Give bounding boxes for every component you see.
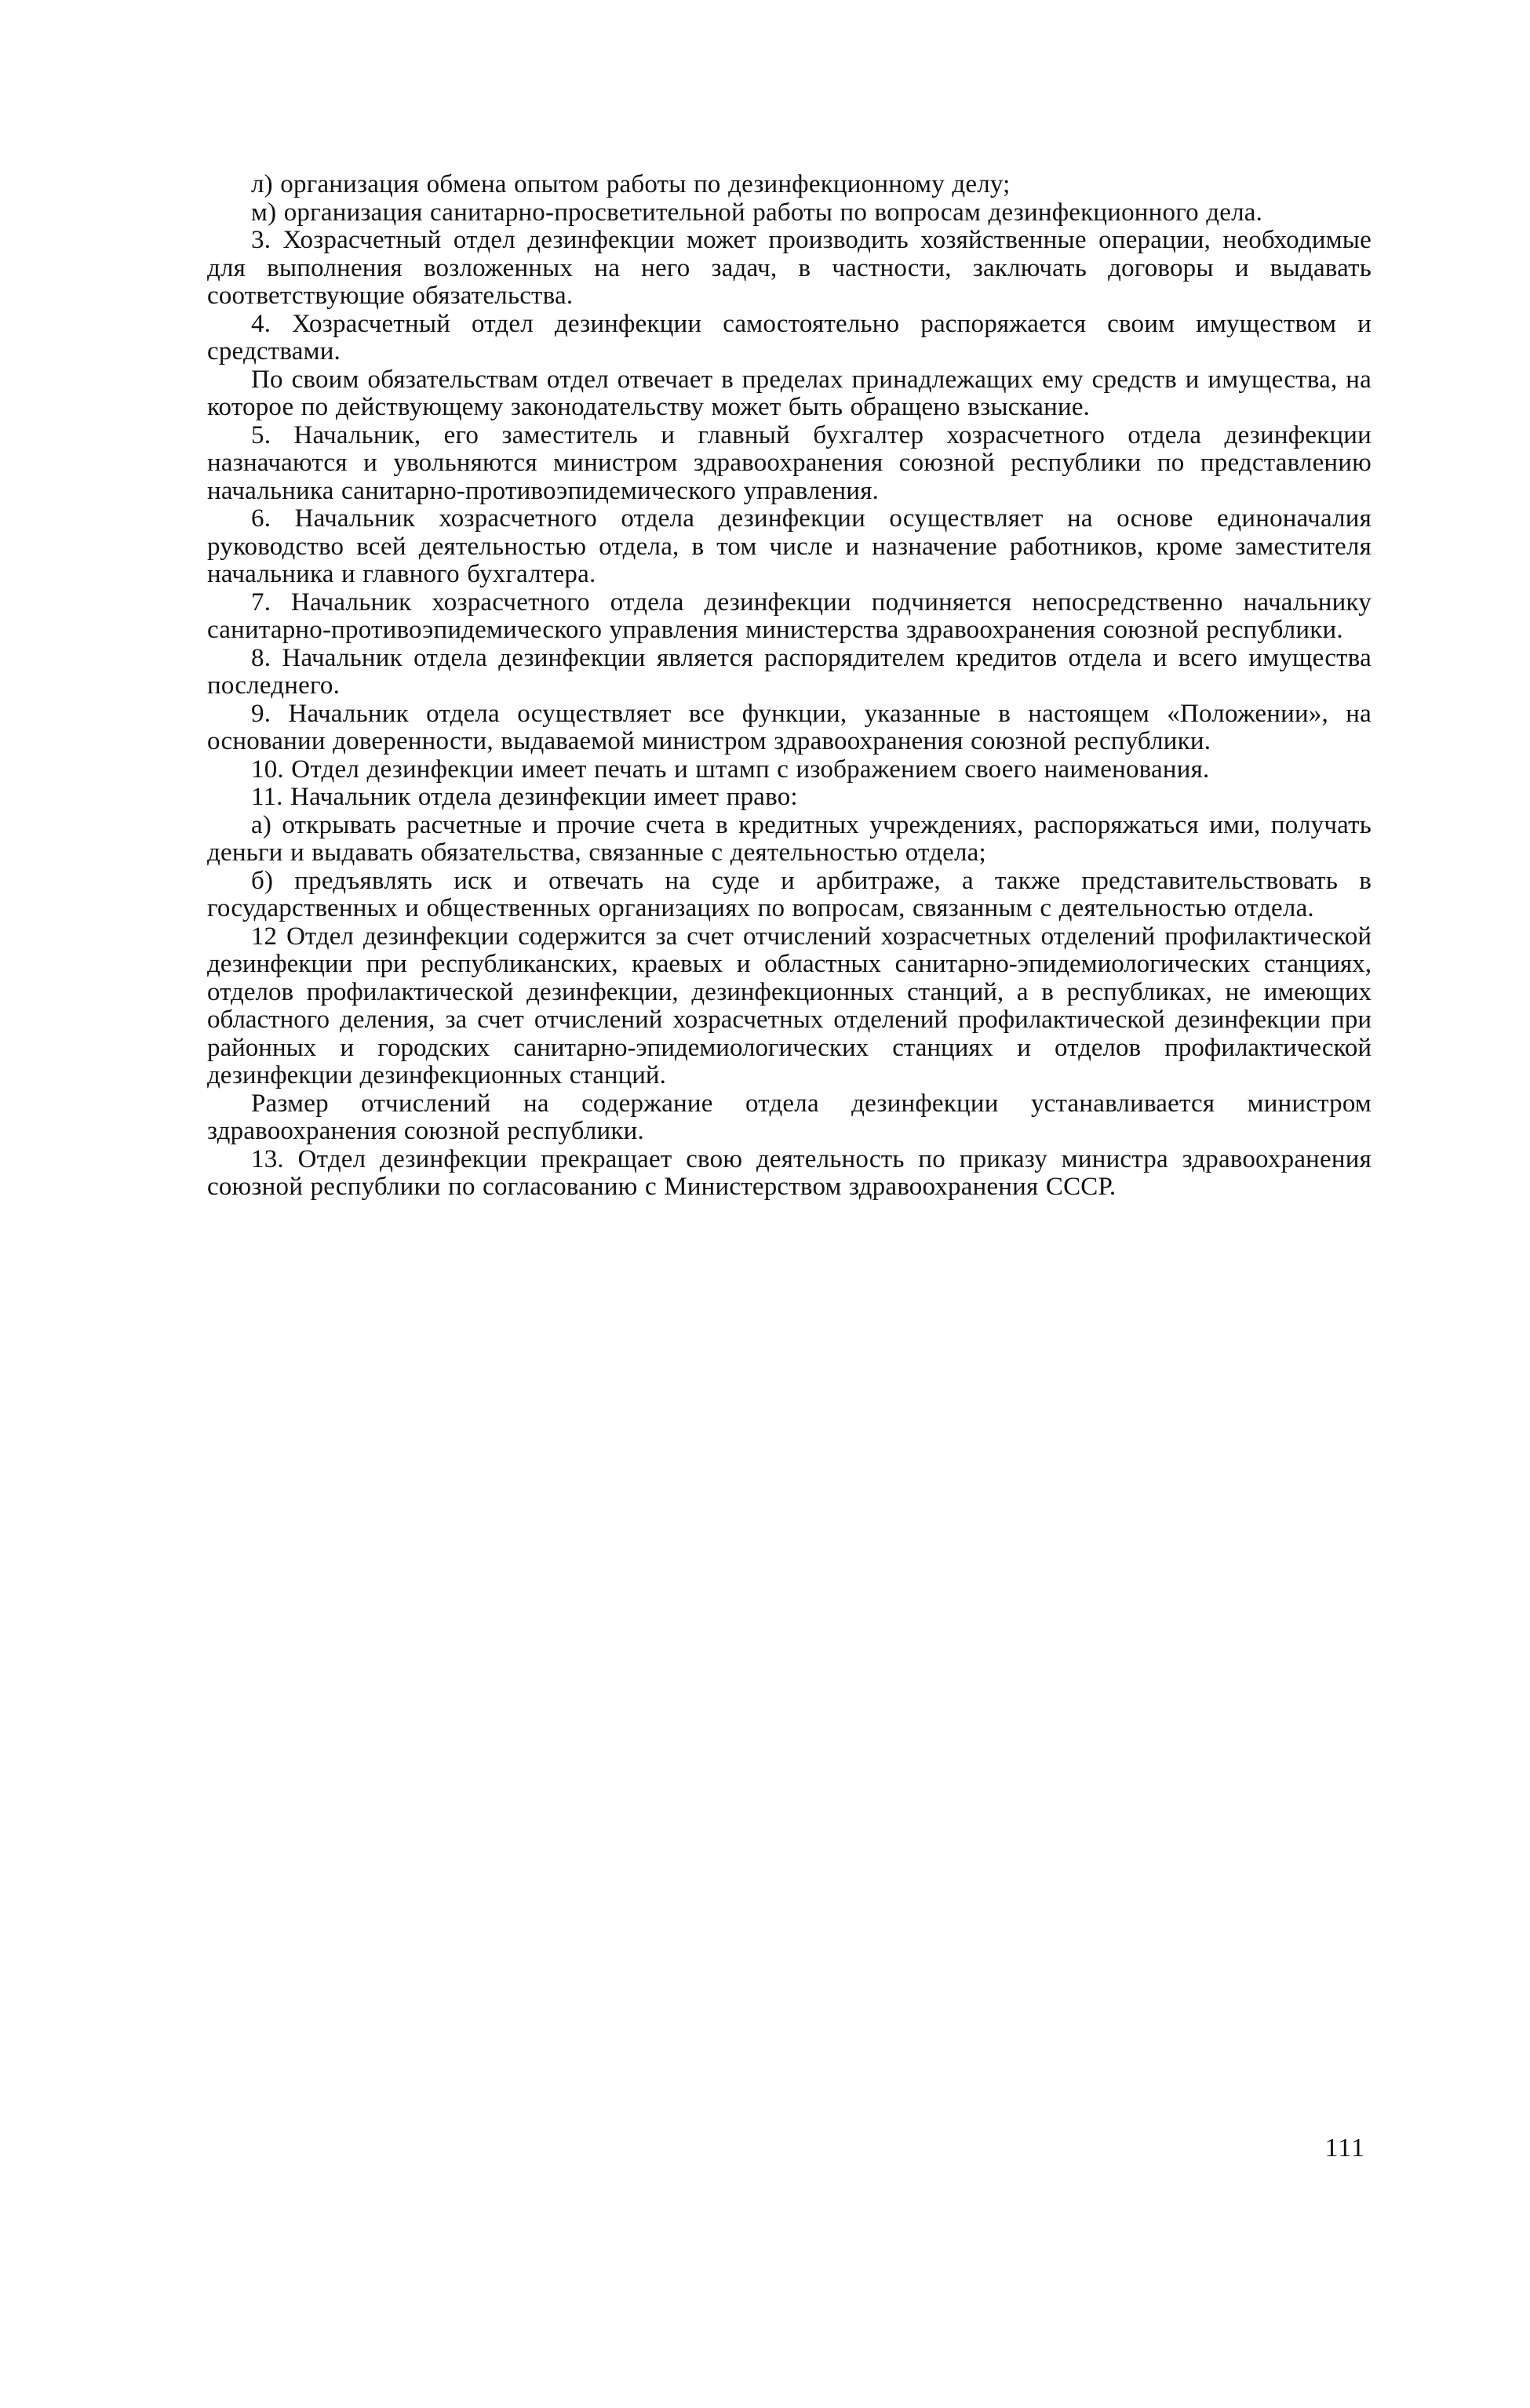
paragraph-8: 8. Начальник отдела дезинфекции является распорядителем кредитов отдела и всего имущества последнего. [207, 643, 1372, 700]
paragraph-13: 13. Отдел дезинфекции прекращает свою деятельность по приказу министра здравоохранения союзной республики по согласованию с Министерством здравоохранения СССР. [207, 1144, 1372, 1201]
paragraph-m: м) организация санитарно-просветительной работы по вопросам дезинфекционного дела. [251, 198, 1263, 227]
page-number: 111 [1324, 2133, 1365, 2162]
paragraph-6: 6. Начальник хозрасчетного отдела дезинфекции осуществляет на основе единоначалия руководство всей деятельностью отдела, в том числе и назначение работников, кроме заместителя начальника и главного бухгалтера. [207, 504, 1372, 588]
paragraph-5: 5. Начальник, его заместитель и главный бухгалтер хозрасчетного отдела дезинфекции назначаются и увольняются министром здравоохранения союзной республики по представлению начальника санитарно-противоэпидемического управления. [207, 420, 1372, 505]
paragraph-11b: б) предъявлять иск и отвечать на суде и арбитраже, а также представительствовать в государственных и общественных организациях по вопросам, связанным с деятельностью отдела. [207, 866, 1372, 922]
paragraph-12: 12 Отдел дезинфекции содержится за счет отчислений хозрасчетных отделений профилактической дезинфекции при республиканских, краевых и областных санитарно-эпидемиологических станциях, отделов профилактической дезинфекции, дезинфекционных станций, а в республиках, не имеющих областного деления, за счет отчислений хозрасчетных отделений профилактической дезинфекции при районных и городских санитарно-эпидемиологических станциях и отделов профилактической дезинфекции дезинфекционных станций. [207, 922, 1372, 1089]
paragraph-obligations: По своим обязательствам отдел отвечает в пределах принадлежащих ему средств и имущества, на которое по действующему законодательству может быть обращено взыскание. [207, 365, 1372, 421]
body-text [207, 171, 1372, 1202]
paragraph-11: 11. Начальник отдела дезинфекции имеет право: [251, 783, 798, 811]
paragraph-3: 3. Хозрасчетный отдел дезинфекции может производить хозяйственные операции, необходимые для выполнения возложенных на него задач, в частности, заключать договоры и выдавать соответствующие обязательства. [207, 226, 1372, 310]
paragraph-l: л) организация обмена опытом работы по дезинфекционному делу; [251, 170, 1011, 198]
paragraph-10: 10. Отдел дезинфекции имеет печать и штамп с изображением своего наименования. [251, 755, 1210, 784]
paragraph-7: 7. Начальник хозрасчетного отдела дезинфекции подчиняется непосредственно начальнику санитарно-противоэпидемического управления министерства здравоохранения союзной республики. [207, 587, 1372, 644]
paragraph-deductions: Размер отчислений на содержание отдела дезинфекции устанавливается министром здравоохранения союзной республики. [207, 1089, 1372, 1145]
paragraph-4: 4. Хозрасчетный отдел дезинфекции самостоятельно распоряжается своим имуществом и средствами. [207, 309, 1372, 366]
paragraph-11a: а) открывать расчетные и прочие счета в кредитных учреждениях, распоряжаться ими, получать деньги и выдавать обязательства, связанные с деятельностью отдела; [207, 810, 1372, 867]
paragraph-9: 9. Начальник отдела осуществляет все функции, указанные в настоящем «Положении», на основании доверенности, выдаваемой министром здравоохранения союзной республики. [207, 699, 1372, 755]
